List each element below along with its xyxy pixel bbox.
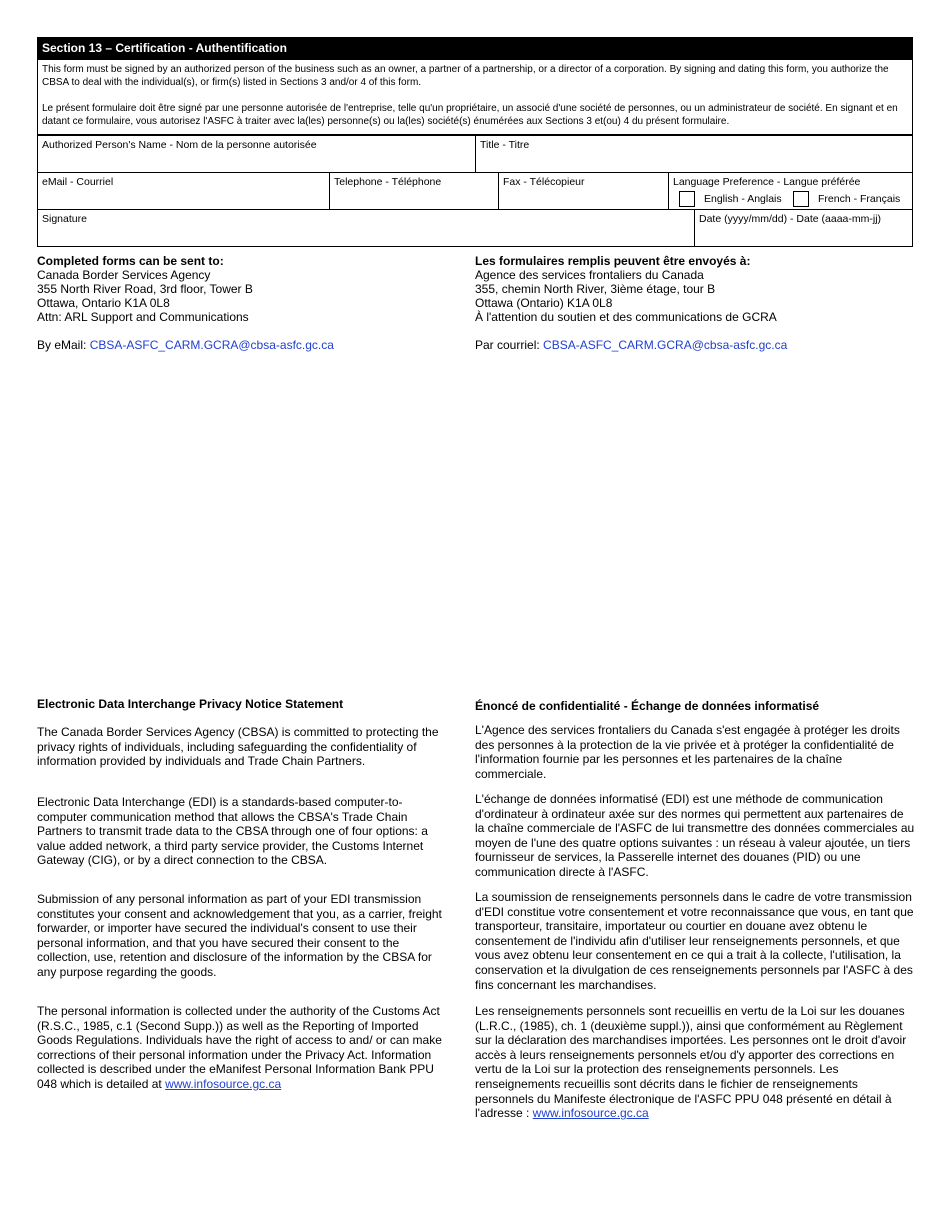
send-heading-fr: Les formulaires remplis peuvent être envoyés à: (475, 254, 751, 268)
send-heading-en: Completed forms can be sent to: (37, 254, 224, 268)
email-link-fr[interactable]: CBSA-ASFC_CARM.GCRA@cbsa-asfc.gc.ca (543, 338, 788, 352)
send-line-en: Attn: ARL Support and Communications (37, 310, 249, 324)
email-link-en[interactable]: CBSA-ASFC_CARM.GCRA@cbsa-asfc.gc.ca (89, 338, 334, 352)
send-line-fr: 355, chemin North River, 3ième étage, tour B (475, 282, 716, 296)
send-to-french (475, 254, 915, 352)
english-label: English - Anglais (704, 193, 782, 205)
fax-field[interactable] (498, 172, 669, 210)
intro-english: This form must be signed by an authorized person of the business such as an owner, a partner of a partnership, or a director of a corporation. By signing and dating this form, you authorize the CBSA to deal with the individual(s), or firm(s) listed in Sections 3 and/or 4 of this form. (42, 64, 889, 88)
privacy-paragraph-en (37, 1004, 443, 1092)
send-to-english (37, 254, 457, 352)
authorized-name-field[interactable] (37, 135, 476, 173)
privacy-title-fr: Énoncé de confidentialité - Échange de données informatisé (475, 699, 820, 713)
email-label-en: By eMail: (37, 338, 90, 352)
french-option[interactable] (793, 191, 900, 207)
privacy-text-fr: L'Agence des services frontaliers du Canada s'est engagée à protéger les droits des personnes à la protection de la vie privée et à protéger la confidentialité de l'information fournie par les personnes et les partenaires de la chaîne commerciale. (475, 723, 900, 781)
privacy-paragraph-fr (475, 792, 915, 880)
title-field[interactable] (475, 135, 913, 173)
section-header: Section 13 – Certification - Authentification (37, 37, 913, 60)
fax-label: Fax - Télécopieur (503, 176, 585, 188)
infosource-link-en[interactable]: www.infosource.gc.ca (165, 1076, 282, 1091)
privacy-paragraph-fr (475, 1004, 915, 1121)
english-checkbox[interactable] (679, 191, 695, 207)
send-line-en: Canada Border Services Agency (37, 268, 211, 282)
send-line-fr: À l'attention du soutien et des communications de GCRA (475, 310, 777, 324)
date-label: Date (yyyy/mm/dd) - Date (aaaa-mm-jj) (699, 213, 882, 225)
privacy-text-en: The personal information is collected under the authority of the Customs Act (R.S.C., 1985, c.1 (Second Supp.)) as well as the Reporting of Imported Goods Regulations. Individuals have the right of access to and/ or can make corrections of their personal information under the Privacy Act. Information collected is described under the eManifest Personal Information Bank PPU 048 which is detailed at (37, 1004, 442, 1091)
privacy-title-en: Electronic Data Interchange Privacy Notice Statement (37, 697, 344, 711)
date-field[interactable] (694, 209, 913, 247)
french-label: French - Français (818, 193, 901, 205)
intro-french: Le présent formulaire doit être signé par une personne autorisée de l'entreprise, telle qu'un propriétaire, un associé d'une société de personnes, ou un administrateur de société. En signant et en datant ce formulaire, vous autorisez l'ASFC à traiter avec la(les) personne(s) ou la(les) société(s) énumérées aux Sections 3 et(ou) 4 du présent formulaire. (42, 103, 898, 127)
privacy-text-fr: L'échange de données informatisé (EDI) est une méthode de communication d'ordinateur à ordinateur axée sur des normes qui permettent aux partenaires de la chaîne commerciale de l'ASFC de lui transmettre des données commerciales au moyen de l'une des quatre options suivantes : un réseau à valeur ajoutée, un tiers fournisseur de services, la Passerelle internet des douanes (PID) ou une communication directe à l'ASFC. (475, 792, 915, 879)
french-checkbox[interactable] (793, 191, 809, 207)
privacy-text-fr: Les renseignements personnels sont recueillis en vertu de la Loi sur les douanes (L.R.C., (1985), ch. 1 (deuxième suppl.)), ainsi que conformément au Règlement sur la déclaration des marchandises importées. Les personnes ont le droit d'avoir accès à leurs renseignements personnels et/ou d'y apporter des corrections en vertu de la Loi sur la protection des renseignements personnels. Les renseignements recueillis sont décrits dans le fichier de renseignements personnels du Manifeste électronique de l'ASFC PPU 048 présenté en détail à l'adresse : (475, 1004, 907, 1121)
privacy-paragraph-fr (475, 890, 915, 992)
infosource-link-fr[interactable]: www.infosource.gc.ca (532, 1106, 649, 1121)
privacy-text-en: Electronic Data Interchange (EDI) is a standards-based computer-to-computer communication method that allows the CBSA's Trade Chain Partners to transmit trade data to the CBSA through one of four options: a value added network, a third party service provider, the Customs Internet Gateway (CIG), or by a direct connection to the CBSA. (37, 795, 428, 868)
send-line-fr: Ottawa (Ontario) K1A 0L8 (475, 296, 613, 310)
signature-label: Signature (42, 213, 87, 225)
privacy-paragraph-en (37, 725, 443, 769)
authorized-name-label: Authorized Person's Name - Nom de la personne autorisée (42, 139, 317, 151)
english-option[interactable] (679, 191, 782, 207)
email-field[interactable] (37, 172, 330, 210)
privacy-paragraph-fr (475, 723, 915, 781)
send-line-fr: Agence des services frontaliers du Canada (475, 268, 704, 282)
section-intro (37, 60, 913, 135)
signature-field[interactable] (37, 209, 695, 247)
title-label: Title - Titre (480, 139, 530, 151)
privacy-paragraph-en (37, 892, 443, 980)
telephone-field[interactable] (329, 172, 499, 210)
privacy-text-en: The Canada Border Services Agency (CBSA) is committed to protecting the privacy rights of individuals, including safeguarding the confidentiality of information provided by individuals and Trade Chain Partners. (37, 725, 439, 769)
email-label: eMail - Courriel (42, 176, 114, 188)
privacy-text-en: Submission of any personal information as part of your EDI transmission constitutes your consent and acknowledgement that you, as a carrier, freight forwarder, or importer have secured the individual's consent to use their personal information, and that you have secured their consent to the collection, use, retention and disclosure of the information by the CBSA for any purpose regarding the goods. (37, 892, 442, 979)
language-preference-label: Language Preference - Langue préférée (673, 176, 861, 188)
email-label-fr: Par courriel: (475, 338, 544, 352)
send-line-en: Ottawa, Ontario K1A 0L8 (37, 296, 170, 310)
privacy-paragraph-en (37, 795, 443, 868)
privacy-text-fr: La soumission de renseignements personnels dans le cadre de votre transmission d'EDI constitue votre consentement et votre reconnaissance que vous, en tant que transporteur, transitaire, importateur ou courtier en douane avez obtenu le consentement de l'individu afin d'utiliser leur renseignements personnels, et que vous avez obtenu leur consentement en ce qui a trait à la collecte, l'utilisation, la conservation et la divulgation de ces renseignements personnels par l'ASFC à des fins concernant les marchandises. (475, 890, 914, 992)
language-preference-field (668, 172, 913, 210)
telephone-label: Telephone - Téléphone (334, 176, 442, 188)
send-line-en: 355 North River Road, 3rd floor, Tower B (37, 282, 253, 296)
